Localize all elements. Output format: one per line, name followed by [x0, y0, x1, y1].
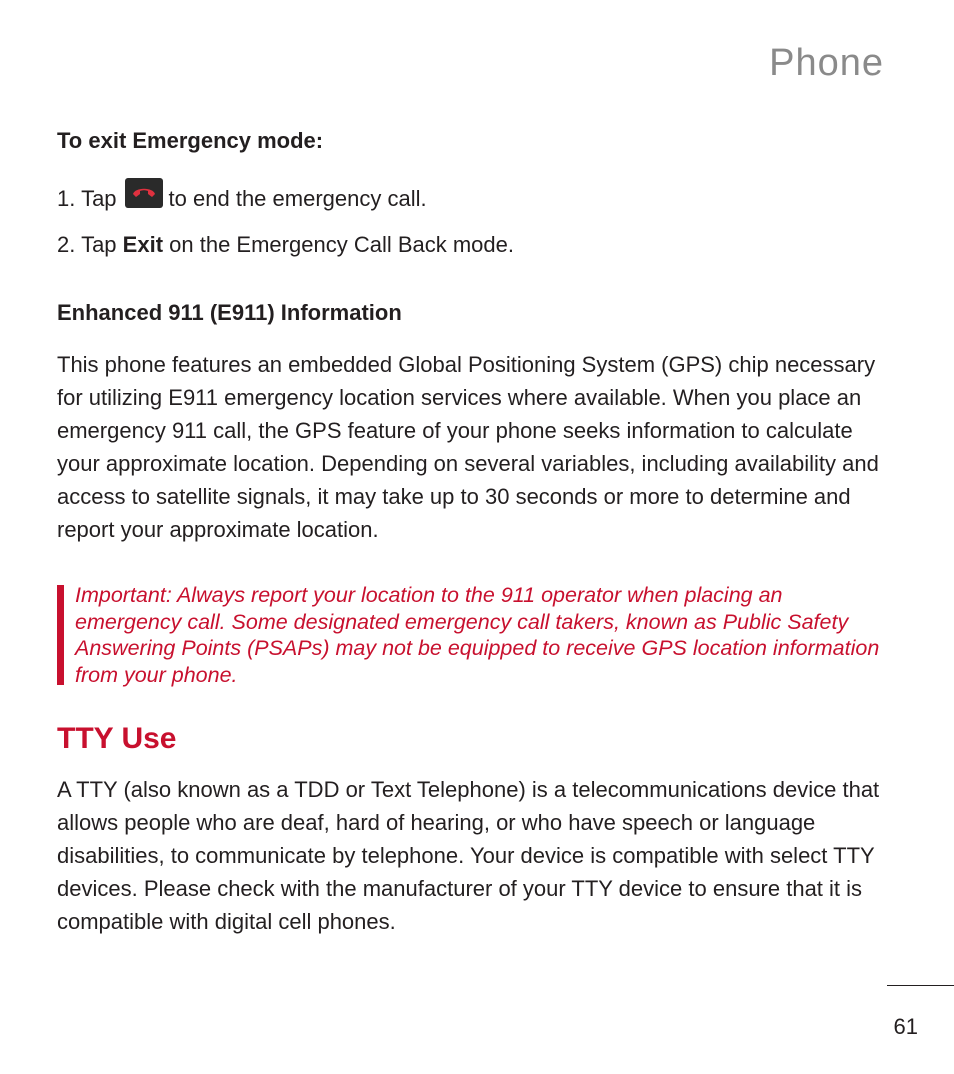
page-number: 61 [893, 1014, 918, 1039]
e911-heading: Enhanced 911 (E911) Information [57, 300, 402, 325]
exit-label: Exit [122, 232, 164, 257]
step-1-suffix: to end the emergency call. [168, 186, 427, 211]
footer-rule [887, 985, 954, 986]
tty-section-title: TTY Use [57, 722, 177, 755]
step-1 [57, 178, 427, 212]
exit-emergency-heading: To exit Emergency mode: [57, 128, 324, 153]
note-accent-bar [57, 585, 64, 685]
step-2 [57, 232, 514, 258]
chapter-title: Phone [769, 42, 884, 84]
important-note [57, 582, 887, 687]
end-call-icon [125, 178, 163, 208]
e911-body: This phone features an embedded Global Positioning System (GPS) chip necessary for utilizing E911 emergency location services where available. When you place an emergency 911 call, the GPS feature of your phone seeks information to calculate your approximate location. Depending on several variables, including availability and access to satellite signals, it may take up to 30 seconds or more to determine and report your approximate location. [57, 352, 879, 542]
step-2-suffix: on the Emergency Call Back mode. [169, 232, 514, 257]
step-2-prefix: 2. Tap [57, 232, 117, 257]
important-note-text: Important: Always report your location to the 911 operator when placing an emergency call. Some designated emergency call takers, known as Public Safety Answering Points (PSAPs) may not be equipped to receive GPS location information from your phone. [75, 583, 880, 687]
step-1-prefix: 1. Tap [57, 186, 117, 211]
tty-body: A TTY (also known as a TDD or Text Telephone) is a telecommunications device that allows people who are deaf, hard of hearing, or who have speech or language disabilities, to communicate by telephone. Your device is compatible with select TTY devices. Please check with the manufacturer of your TTY device to ensure that it is compatible with digital cell phones. [57, 777, 880, 934]
